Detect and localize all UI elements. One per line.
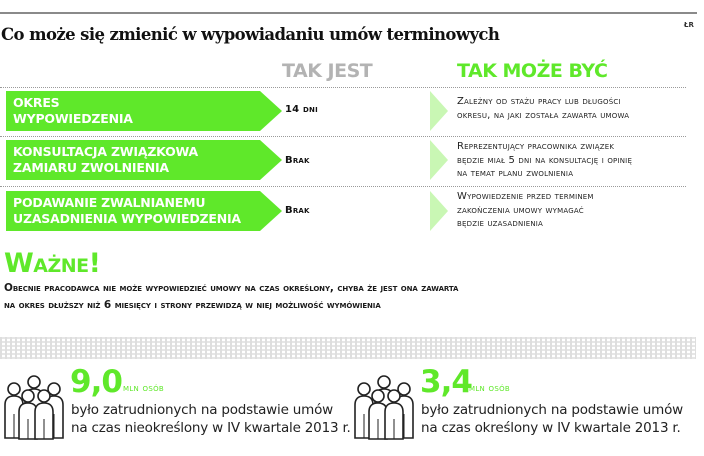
row-divider bbox=[0, 136, 686, 137]
page-title: Co może się zmienić w wypowiadaniu umów terminowych bbox=[1, 25, 500, 44]
stat-block-indefinite bbox=[4, 364, 351, 448]
important-heading: Ważne! bbox=[4, 248, 101, 279]
pale-arrow-icon bbox=[430, 140, 450, 180]
row-label-tag bbox=[6, 140, 282, 180]
people-group-icon bbox=[4, 374, 66, 440]
current-value: 14 dni bbox=[285, 104, 318, 115]
row-divider bbox=[0, 186, 686, 187]
current-value: Brak bbox=[285, 205, 310, 216]
stat-value: 9,0 bbox=[70, 364, 122, 400]
proposed-line: zakończenia umowy wymagać bbox=[457, 204, 584, 216]
column-header-current: TAK JEST bbox=[282, 60, 373, 82]
row-label-line: KONSULTACJA ZWIĄZKOWA bbox=[13, 144, 199, 159]
proposed-text bbox=[457, 140, 632, 181]
stat-description bbox=[71, 401, 351, 437]
proposed-line: na temat planu zwolnienia bbox=[457, 168, 574, 179]
row-label-line: WYPOWIEDZENIA bbox=[13, 111, 133, 126]
proposed-line: Reprezentujący pracownika związek bbox=[457, 141, 615, 152]
stat-description-line: na czas określony w IV kwartale 2013 r. bbox=[421, 420, 681, 436]
current-value: Brak bbox=[285, 155, 310, 166]
stat-description-line: na czas nieokreślony w IV kwartale 2013 r. bbox=[71, 420, 351, 436]
proposed-line: będzie uzasadnienia bbox=[457, 218, 544, 229]
stat-description-line: było zatrudnionych na podstawie umów bbox=[71, 402, 333, 418]
people-group-icon bbox=[354, 374, 416, 440]
row-label-line: UZASADNIENIA WYPOWIEDZENIA bbox=[13, 211, 241, 226]
proposed-line: Wypowiedzenie przed terminem bbox=[457, 191, 594, 202]
proposed-text bbox=[457, 190, 594, 231]
top-rule bbox=[0, 12, 697, 14]
stat-description-line: było zatrudnionych na podstawie umów bbox=[421, 402, 683, 418]
comparison-row bbox=[0, 191, 704, 236]
row-label-line: OKRES bbox=[13, 95, 60, 110]
row-label-line: ZAMIARU ZWOLNIENIA bbox=[13, 160, 169, 175]
proposed-line: będzie miał 5 dni na konsultację i opinię bbox=[457, 154, 633, 166]
comparison-row bbox=[0, 91, 704, 135]
pale-arrow-icon bbox=[430, 191, 450, 231]
important-text bbox=[4, 280, 458, 314]
stat-description bbox=[421, 401, 683, 437]
important-line: Obecnie pracodawca nie może wypowiedzieć umowy na czas określony, chyba że jest ona zawarta bbox=[4, 282, 459, 294]
row-label-line: PODAWANIE ZWALNIANEMU bbox=[13, 195, 206, 210]
stat-unit: mln osób bbox=[469, 383, 511, 394]
row-label-tag bbox=[6, 191, 282, 231]
row-divider bbox=[0, 87, 686, 88]
stat-block-fixed-term bbox=[354, 364, 694, 448]
decorative-dot-pattern bbox=[0, 337, 696, 359]
column-header-proposed: TAK MOŻE BYĆ bbox=[457, 60, 608, 82]
row-label-tag bbox=[6, 91, 282, 131]
proposed-text bbox=[457, 95, 629, 122]
comparison-row bbox=[0, 140, 704, 185]
pale-arrow-icon bbox=[430, 91, 450, 131]
proposed-line: Zależny od stażu pracy lub długości bbox=[457, 96, 621, 107]
important-line: na okres dłuższy niż 6 miesięcy i strony przewidzą w niej możliwość wymówienia bbox=[4, 299, 381, 311]
stat-value: 3,4 bbox=[420, 364, 472, 400]
proposed-line: okresu, na jaki została zawarta umowa bbox=[457, 109, 630, 121]
author-credit: ŁR bbox=[684, 21, 694, 29]
stat-unit: mln osób bbox=[123, 383, 165, 394]
